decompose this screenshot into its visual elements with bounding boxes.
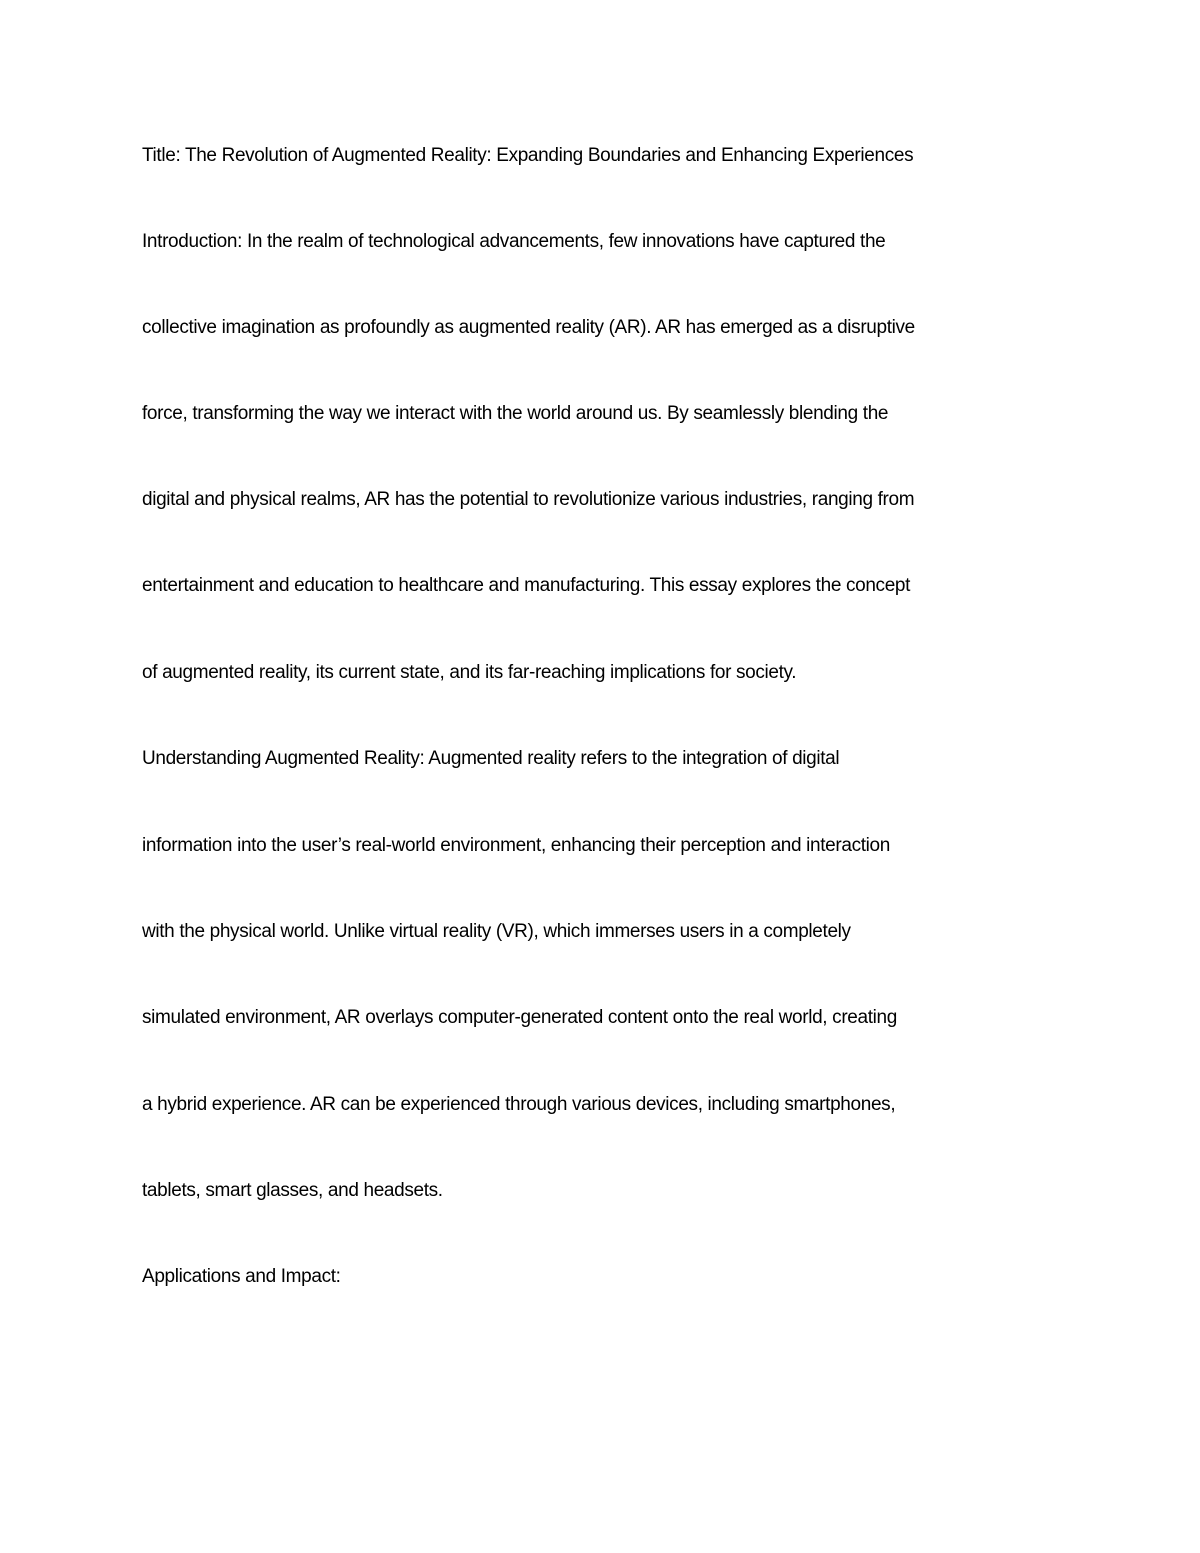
document-title: Title: The Revolution of Augmented Reality: Expanding Boundaries and Enhancing Experiences: [142, 145, 914, 166]
text-line: simulated environment, AR overlays computer-generated content onto the real world, creating: [142, 1007, 897, 1028]
text-line: a hybrid experience. AR can be experienced through various devices, including smartphones,: [142, 1094, 896, 1115]
text-line: information into the user’s real-world environment, enhancing their perception and interaction: [142, 835, 890, 856]
text-line: with the physical world. Unlike virtual reality (VR), which immerses users in a completely: [142, 921, 851, 942]
text-line: force, transforming the way we interact with the world around us. By seamlessly blending the: [142, 403, 889, 424]
text-line: tablets, smart glasses, and headsets.: [142, 1180, 443, 1201]
section-heading: Applications and Impact:: [142, 1266, 341, 1287]
text-line: of augmented reality, its current state, and its far-reaching implications for society.: [142, 662, 797, 683]
text-line: collective imagination as profoundly as augmented reality (AR). AR has emerged as a disruptive: [142, 317, 915, 338]
text-line: entertainment and education to healthcare and manufacturing. This essay explores the concept: [142, 575, 911, 596]
text-line: digital and physical realms, AR has the potential to revolutionize various industries, ranging from: [142, 489, 915, 510]
section-heading-line: Understanding Augmented Reality: Augmented reality refers to the integration of digital: [142, 748, 840, 769]
text-line: Introduction: In the realm of technological advancements, few innovations have captured the: [142, 231, 886, 252]
